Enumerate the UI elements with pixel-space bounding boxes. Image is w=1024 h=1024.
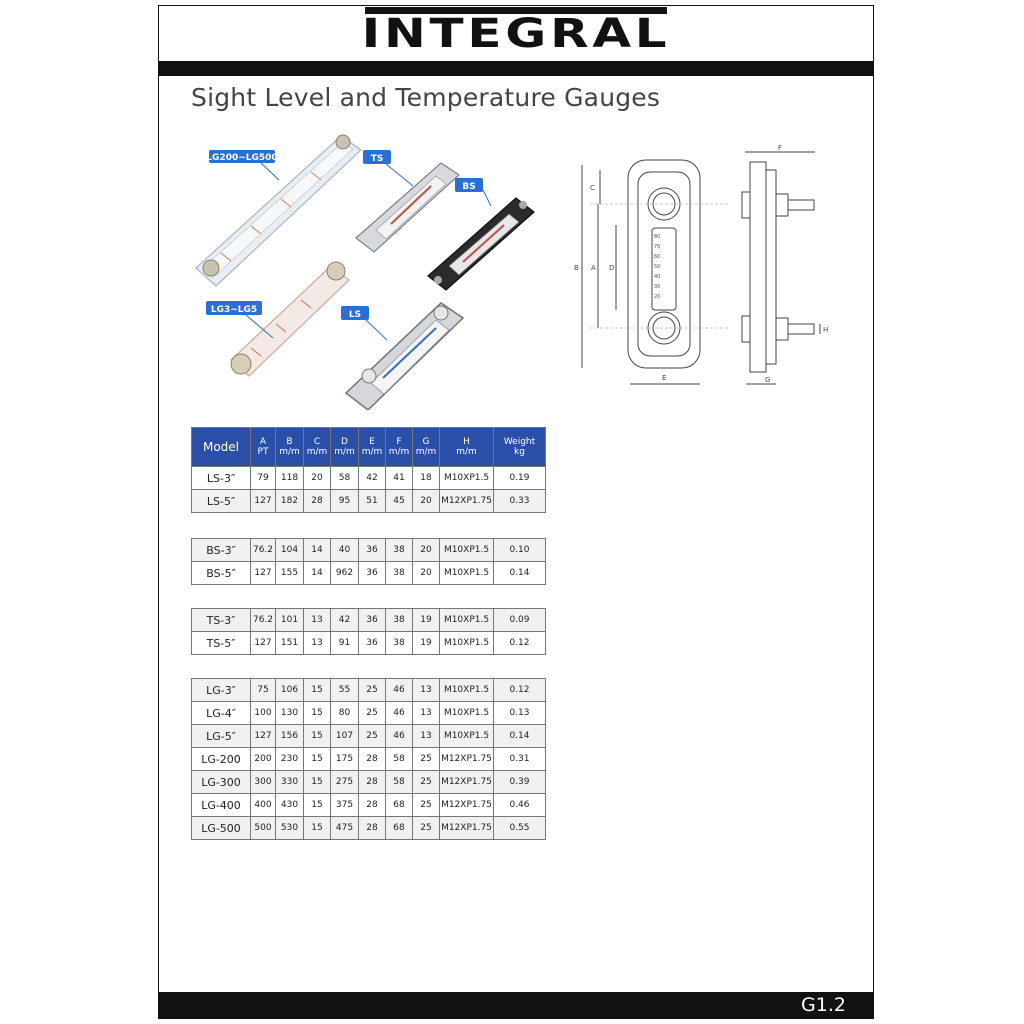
table-row: LG-500 500 530 15 475 28 68 25 M12XP1.75 0.55 — [192, 817, 546, 840]
table-row: LG-200 200 230 15 175 28 58 25 M12XP1.75 0.31 — [192, 748, 546, 771]
table-row: LG-3″ 75 106 15 55 25 46 13 M10XP1.5 0.12 — [192, 679, 546, 702]
column-header-b: B m/m — [276, 428, 304, 467]
svg-text:80: 80 — [654, 234, 661, 240]
svg-text:BS: BS — [462, 182, 476, 192]
footer-band — [158, 992, 874, 1019]
svg-text:LG200~LG500: LG200~LG500 — [206, 153, 278, 163]
product-photo — [191, 128, 549, 410]
table-row: LG-5″ 127 156 15 107 25 46 13 M10XP1.5 0.14 — [192, 725, 546, 748]
table-row: TS-5″ 127 151 13 91 36 38 19 M10XP1.5 0.12 — [192, 632, 546, 655]
table-row: BS-5″ 127 155 14 962 36 38 20 M10XP1.5 0.14 — [192, 562, 546, 585]
header-band — [158, 61, 874, 76]
column-header-a: A PT — [251, 428, 276, 467]
svg-text:D: D — [609, 264, 615, 272]
photo-label-lg200 — [206, 150, 279, 180]
spec-table-lg — [191, 678, 546, 840]
brand-logo: INTEGRAL — [361, 11, 671, 57]
svg-text:60: 60 — [654, 254, 661, 260]
table-row: BS-3″ 76.2 104 14 40 36 38 20 M10XP1.5 0.10 — [192, 539, 546, 562]
table-row: LG-300 300 330 15 275 28 58 25 M12XP1.75 0.39 — [192, 771, 546, 794]
gauge-ts-image — [356, 163, 459, 252]
svg-text:40: 40 — [654, 274, 661, 280]
table-row: TS-3″ 76.2 101 13 42 36 38 19 M10XP1.5 0.09 — [192, 609, 546, 632]
svg-text:20: 20 — [654, 294, 661, 300]
table-row: LG-400 400 430 15 375 28 68 25 M12XP1.75 0.46 — [192, 794, 546, 817]
svg-text:70: 70 — [654, 244, 661, 250]
svg-text:50: 50 — [654, 264, 661, 270]
column-header-g: G m/m — [413, 428, 440, 467]
column-header-model: Model — [192, 428, 251, 467]
photo-label-ls — [341, 306, 387, 340]
technical-drawing — [570, 140, 840, 395]
column-header-h: H m/m — [440, 428, 494, 467]
column-header-d: D m/m — [331, 428, 359, 467]
svg-text:C: C — [590, 184, 595, 192]
spec-table-ls — [191, 427, 546, 513]
column-header-c: C m/m — [304, 428, 331, 467]
spec-table-ts — [191, 608, 546, 655]
gauge-bs-image — [428, 198, 534, 290]
svg-text:B: B — [574, 264, 579, 272]
table-header-row — [192, 428, 546, 467]
svg-text:TS: TS — [370, 154, 384, 164]
photo-label-ts — [363, 150, 413, 186]
svg-text:30: 30 — [654, 284, 661, 290]
page-title: Sight Level and Temperature Gauges — [191, 83, 661, 112]
photo-label-bs — [455, 178, 491, 206]
spec-table-bs — [191, 538, 546, 585]
gauge-lg3-lg5-image — [231, 262, 349, 376]
table-row: LS-5″ 127 182 28 95 51 45 20 M12XP1.75 0.33 — [192, 490, 546, 513]
column-header-e: E m/m — [359, 428, 386, 467]
svg-text:G: G — [765, 376, 771, 384]
table-row: LG-4″ 100 130 15 80 25 46 13 M10XP1.5 0.13 — [192, 702, 546, 725]
svg-text:A: A — [591, 264, 596, 272]
svg-text:LS: LS — [348, 310, 362, 320]
svg-text:LG3~LG5: LG3~LG5 — [210, 305, 258, 315]
page-number: G1.2 — [801, 994, 846, 1016]
column-header-weight: Weight kg — [494, 428, 546, 467]
table-row: LS-3″ 79 118 20 58 42 41 18 M10XP1.5 0.19 — [192, 467, 546, 490]
svg-text:F: F — [778, 144, 783, 152]
svg-text:H: H — [823, 326, 829, 334]
svg-text:E: E — [662, 374, 667, 382]
column-header-f: F m/m — [386, 428, 413, 467]
